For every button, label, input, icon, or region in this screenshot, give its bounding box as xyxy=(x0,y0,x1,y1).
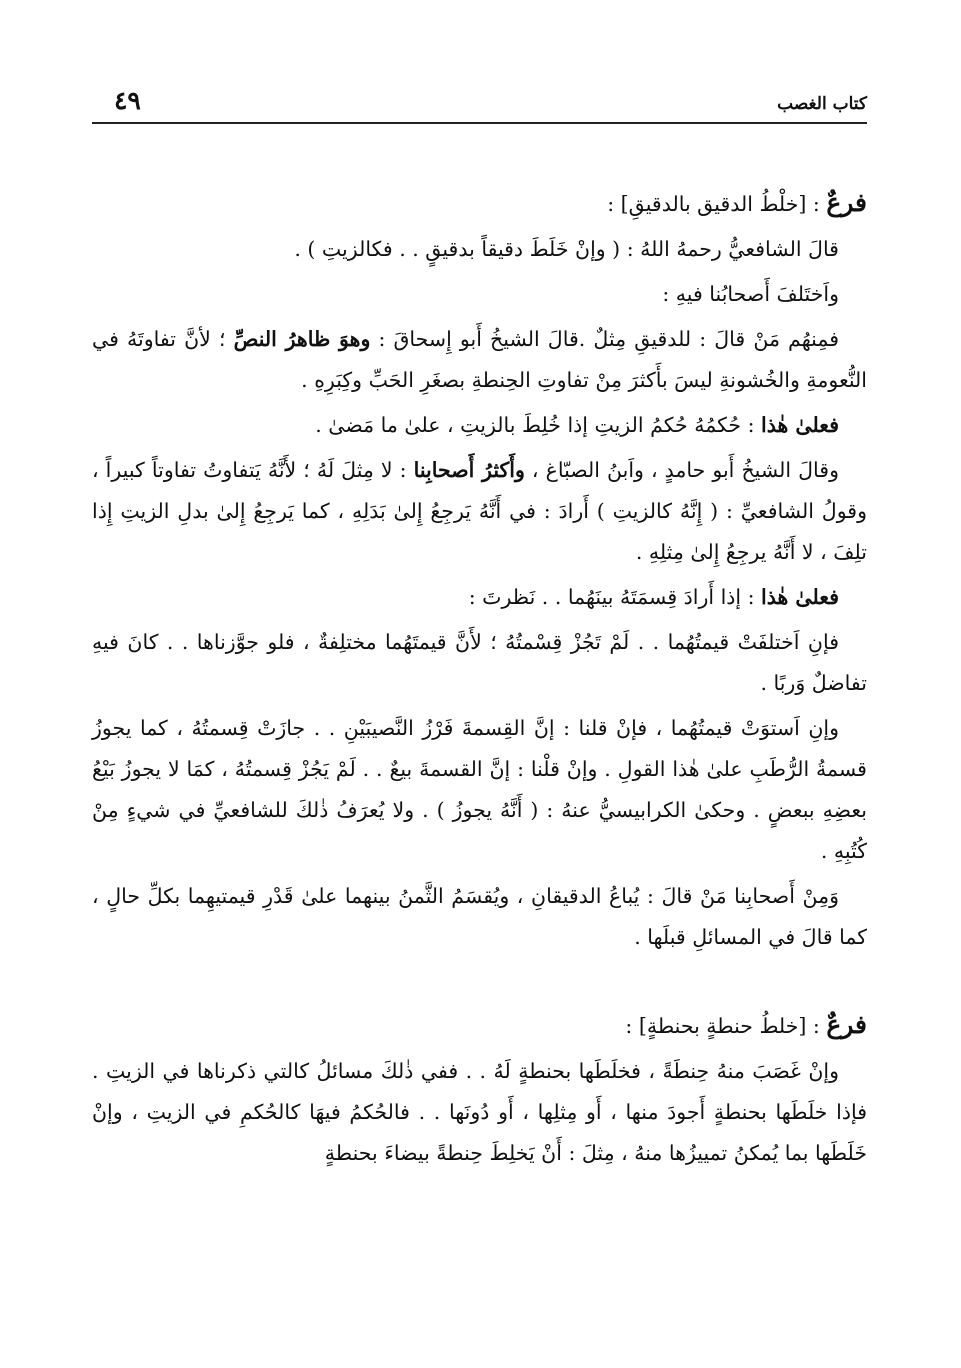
paragraph-text: قالَ الشافعيُّ رحمهُ اللهُ : ( وإنْ خَلَطَ دقيقاً بدقيقٍ . . فكالزيتِ ) . xyxy=(294,237,839,261)
emphasis-text: وأَكثرُ أَصحابِنا xyxy=(413,458,525,482)
paragraph xyxy=(92,450,867,573)
emphasis-text: فعلىٰ هٰذا xyxy=(761,585,839,609)
emphasis-text: وهوَ ظاهرُ النصِّ xyxy=(233,327,371,351)
paragraph xyxy=(92,405,867,446)
branch-word: فرعٌ xyxy=(826,188,867,217)
paragraph xyxy=(92,274,867,315)
book-title: كتاب الغصب xyxy=(777,94,867,114)
page-number: ٤٩ xyxy=(114,86,141,115)
paragraph-text: : لا مِثلَ لَهُ ؛ لأَنَّهُ يَتفاوتُ تفاوتاً كبيراً ، وقولُ الشافعيِّ : ( إِنَّهُ كالزيتِ ) أَرادَ : في أَنَّهُ يَرجِعُ إِلىٰ بَدَلِهِ ، كما يَرجِعُ إِلىٰ بدلِ الزيتِ إِذا تلِفَ ، لا أَنَّهُ يرجِعُ إِلىٰ مِثلِهِ . xyxy=(92,458,867,564)
branch-heading xyxy=(92,182,867,225)
header-divider xyxy=(92,122,867,124)
paragraph-text: ؛ لأنَّ تفاوتَهُ في النُّعومةِ والخُشونةِ ليسَ بأَكثرَ مِنْ تفاوتِ الحِنطةِ بصغَرِ الحَبِّ وكِبَرِهِ . xyxy=(92,327,867,392)
paragraph-text: : إذا أَرادَ قِسمَتَهُ بينَهُما . . نَظرتَ : xyxy=(468,585,762,609)
paragraph-text: واَختَلفَ أَصحابُنا فيهِ : xyxy=(662,282,839,306)
paragraph xyxy=(92,229,867,270)
paragraph-text: : حُكمُهُ حُكمُ الزيتِ إذا خُلِطَ بالزيتِ ، علىٰ ما مَضىٰ . xyxy=(315,413,762,437)
paragraph xyxy=(92,622,867,704)
paragraph-text: فإنِ اَختلفَتْ قيمتُهُما . . لَمْ تَجُزْ قِسْمتُهُ ؛ لأَنَّ قيمتَهُما مختلِفةٌ ، فلو جوَّزناها . . كانَ فيهِ تفاضلٌ وَربًا . xyxy=(92,630,867,695)
paragraph-text: وَمِنْ أَصحابِنا مَنْ قالَ : يُباعُ الدقيقانِ ، ويُقسَمُ الثَّمنُ بينهما علىٰ قَدْرِ قيمتيهِما بكلِّ حالٍ ، كما قالَ في المسائلِ قبلَها . xyxy=(92,884,867,949)
paragraph-text: وقالَ الشيخُ أَبو حامدٍ ، واَبنُ الصبّاغ ، xyxy=(524,458,839,482)
paragraph xyxy=(92,876,867,958)
branch-title: : [خلْطُ الدقيق بالدقيقِ] : xyxy=(607,192,827,216)
branch-heading xyxy=(92,1004,867,1047)
running-header xyxy=(92,84,867,122)
paragraph xyxy=(92,319,867,401)
paragraph-text: وإنِ اَستوَتْ قيمتُهُما ، فإنْ قلنا : إنَّ القِسمةَ فَرْزُ النَّصيبَيْنِ . . جازَتْ قِسمتُهُ ، كما يجوزُ قسمةُ الرُّطَبِ علىٰ هٰذا القولِ . وإنْ قلْنا : إنَّ القسمةَ بيعٌ . . لَمْ يَجُزْ قِسمتُهُ ، كمَا لا يجوزُ بَيْعُ بعضِهِ ببعضٍ . وحكىٰ الكرابيسيُّ عنهُ : ( أَنَّهُ يجوزُ ) . ولا يُعرَفُ ذٰلكَ للشافعيِّ في شيءٍ مِنْ كُتُبِهِ . xyxy=(92,716,867,863)
emphasis-text: فعلىٰ هٰذا xyxy=(761,413,839,437)
paragraph-text: فمِنهُم مَنْ قالَ : للدقيقِ مِثلٌ .قالَ الشيخُ أَبو إِسحاقَ : xyxy=(370,327,839,351)
paragraph xyxy=(92,1051,867,1174)
paragraph xyxy=(92,708,867,872)
paragraph-text: وإنْ غَصَبَ منهُ حِنطَةً ، فخلَطَها بحنطةٍ لَهُ . . ففي ذٰلكَ مسائلُ كالتي ذكرناها في الزيتِ . فإذا خلَطَها بحنطةٍ أَجودَ منها ، أَو مِثلِها ، أَو دُونَها . . فالحُكمُ فيهَا كالحُكمِ في الزيتِ ، وإنْ خَلَطَها بما يُمكنُ تمييزُها منهُ ، مِثلَ : أَنْ يَخلِطَ حِنطةً بيضاءَ بحنطةٍ xyxy=(92,1059,867,1165)
branch-word: فرعٌ xyxy=(826,1010,867,1039)
branch-title: : [خلطُ حنطةٍ بحنطةٍ] : xyxy=(625,1014,827,1038)
page-body xyxy=(92,182,867,1178)
paragraph xyxy=(92,577,867,618)
book-page xyxy=(92,0,867,1368)
